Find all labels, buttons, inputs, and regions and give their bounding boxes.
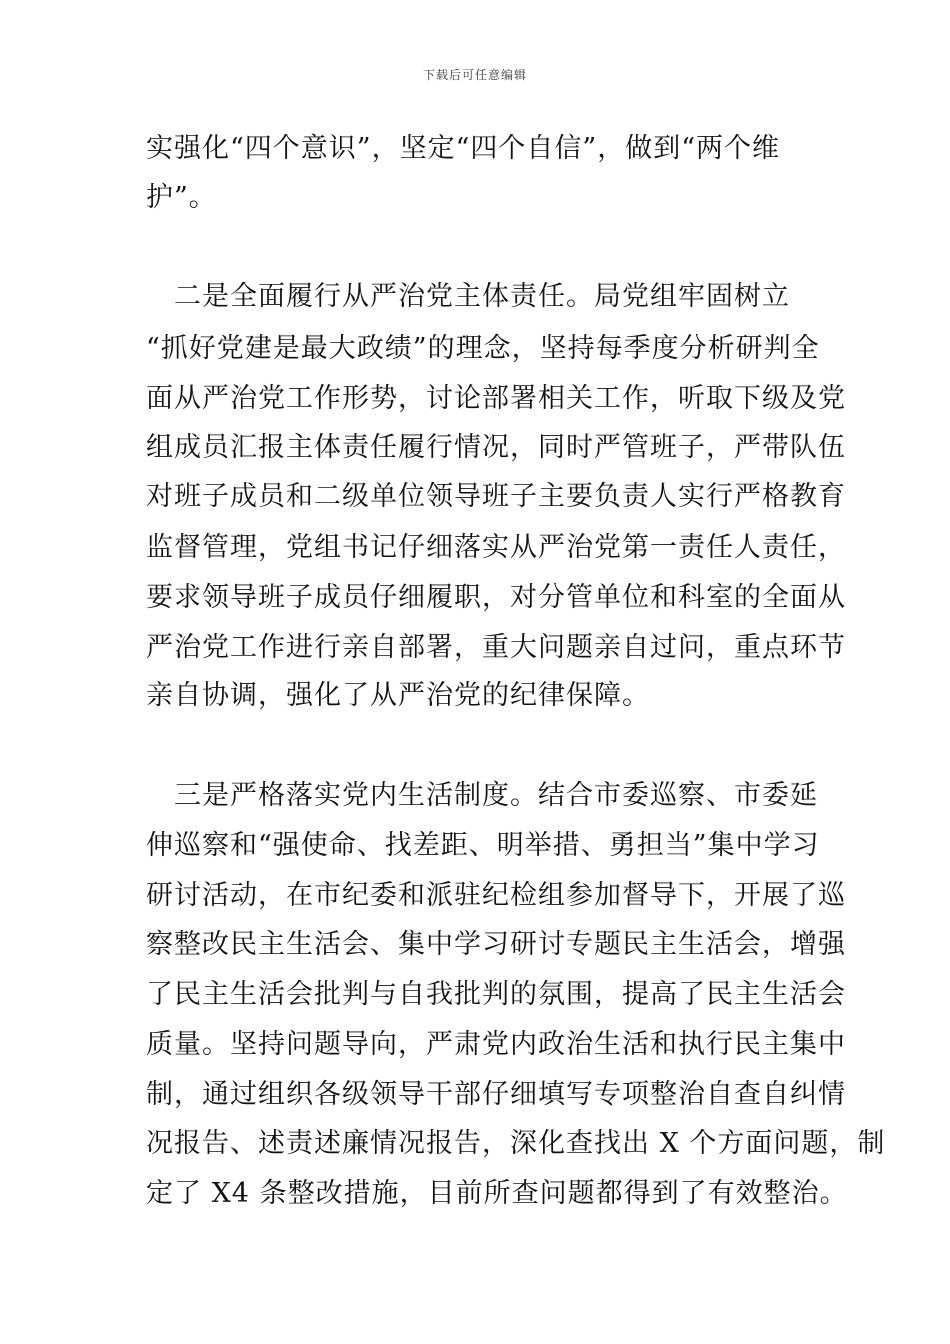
paragraph-1-line-2: 护”。 bbox=[146, 182, 217, 213]
paragraph-3-line-2: 伸巡察和“强使命、找差距、明举措、勇担当”集中学习 bbox=[146, 830, 820, 861]
paragraph-3-line-1: 三是严格落实党内生活制度。结合市委巡察、市委延 bbox=[146, 780, 818, 811]
paragraph-2-line-7: 要求领导班子成员仔细履职，对分管单位和科室的全面从 bbox=[146, 582, 846, 613]
paragraph-3-line-3: 研讨活动，在市纪委和派驻纪检组参加督导下，开展了巡 bbox=[146, 880, 846, 911]
paragraph-2-line-8: 严治党工作进行亲自部署，重大问题亲自过问，重点环节 bbox=[146, 632, 846, 663]
paragraph-2-line-9: 亲自协调，强化了从严治党的纪律保障。 bbox=[146, 680, 650, 711]
paragraph-3-line-4: 察整改民主生活会、集中学习研讨专题民主生活会，增强 bbox=[146, 929, 846, 960]
header-note: 下载后可任意编辑 bbox=[422, 68, 527, 82]
paragraph-3-line-6: 质量。坚持问题导向，严肃党内政治生活和执行民主集中 bbox=[146, 1029, 846, 1060]
paragraph-2-line-5: 对班子成员和二级单位领导班子主要负责人实行严格教育 bbox=[146, 481, 846, 512]
paragraph-2-line-3: 面从严治党工作形势，讨论部署相关工作，听取下级及党 bbox=[146, 383, 846, 414]
paragraph-3-line-9: 定了 X4 条整改措施，目前所查问题都得到了有效整治。 bbox=[146, 1178, 848, 1209]
paragraph-2-line-1: 二是全面履行从严治党主体责任。局党组牢固树立 bbox=[146, 281, 790, 312]
paragraph-3-line-7: 制，通过组织各级领导干部仔细填写专项整治自查自纠情 bbox=[146, 1079, 846, 1110]
paragraph-2-line-2: “抓好党建是最大政绩”的理念，坚持每季度分析研判全 bbox=[146, 333, 820, 364]
paragraph-2-line-6: 监督管理，党组书记仔细落实从严治党第一责任人责任， bbox=[146, 532, 846, 563]
paragraph-3-line-5: 了民主生活会批判与自我批判的氛围，提高了民主生活会 bbox=[146, 979, 846, 1010]
paragraph-3-line-8: 况报告、述责述廉情况报告，深化查找出 X 个方面问题，制 bbox=[146, 1128, 886, 1159]
paragraph-2-line-4: 组成员汇报主体责任履行情况，同时严管班子，严带队伍 bbox=[146, 432, 846, 463]
paragraph-1-line-1: 实强化“四个意识”，坚定“四个自信”，做到“两个维 bbox=[146, 133, 781, 164]
